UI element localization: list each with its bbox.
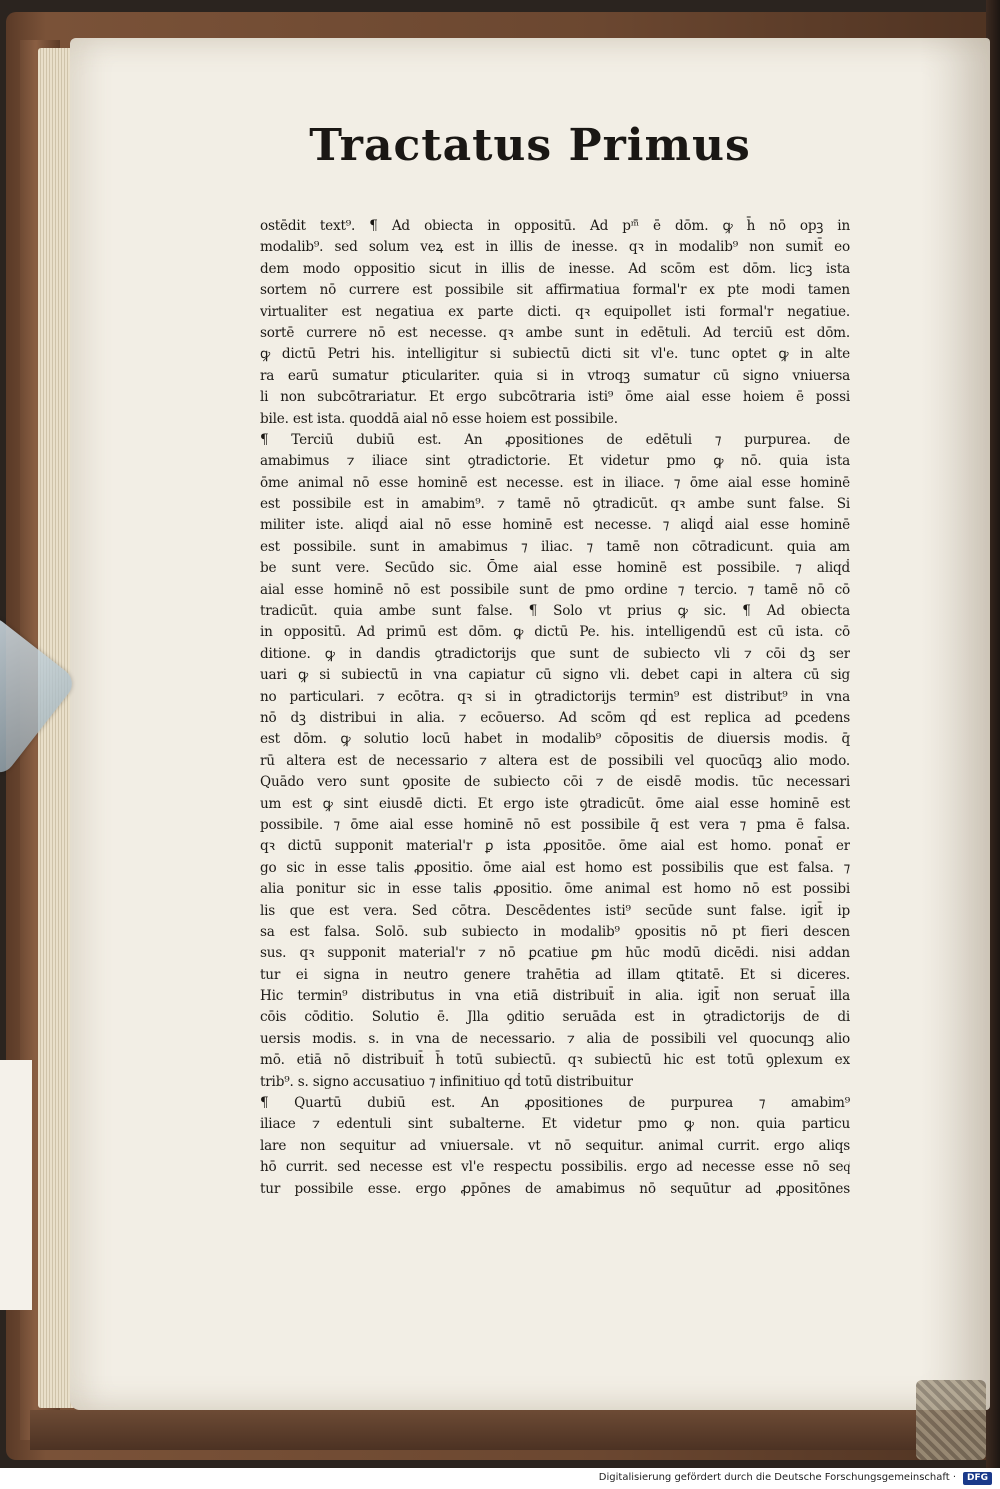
dfg-logo: DFG xyxy=(963,1472,992,1485)
cloth-ribbon xyxy=(916,1380,986,1460)
text-line: est possibile. sunt in amabimus ⁊ iliac. ⁊ tamē non cōtradicunt. quia am xyxy=(260,538,850,555)
text-line: uari ꝙ si subiectū in vna capiatur cū signo vli. debet capi in altera cū sig xyxy=(260,667,850,684)
text-line: militer iste. aliqḋ aial nō esse hominē est necesse. ⁊ aliqḋ aial esse hominē xyxy=(260,517,850,534)
text-line: tur possibile esse. ergo ꝓpōnes de amabimus nō sequūtur ad ꝓpositōnes xyxy=(260,1180,850,1197)
body-text xyxy=(260,216,850,1200)
text-line: possibile. ⁊ ōme aial esse hominē nō est possibile q̄ est vera ⁊ pma ē falsa. xyxy=(260,816,850,833)
text-line: cōis cōditio. Solutio ē. Jlla ꝯditio seruāda est in ꝯtradictorijs de di xyxy=(260,1009,850,1026)
text-line: tradicūt. quia ambe sunt false. ¶ Solo vt prius ꝙ sic. ¶ Ad obiecta xyxy=(260,603,850,620)
printed-page xyxy=(70,38,990,1410)
text-line: nō dꝫ distribui in alia. ⁊ ecōuerso. Ad scōm qḋ est replica ad ꝑcedens xyxy=(260,709,850,726)
text-line: modalib⁹. sed solum veꝝ est in illis de inesse. qꝛ in modalib⁹ non sumit̄ eo xyxy=(260,239,850,256)
text-line: est dōm. ꝙ solutio locū habet in modalib⁹ cōpositis de diuersis modis. q̄ xyxy=(260,731,850,748)
digitization-credit: Digitalisierung gefördert durch die Deutsche Forschungsgemeinschaft · xyxy=(598,1472,956,1483)
text-line: ¶ Quartū dubiū est. An ꝓpositiones de purpurea ⁊ amabim⁹ xyxy=(260,1095,850,1112)
text-line: sortē currere nō est necesse. qꝛ ambe sunt in edētuli. Ad terciū est dōm. xyxy=(260,324,850,341)
text-line: iliace ⁊ edentuli sint subalterne. Et videtur pmo ꝙ non. quia particu xyxy=(260,1116,850,1133)
text-line: lare non sequitur ad vniuersale. vt nō sequitur. animal currit. ergo aliqs xyxy=(260,1137,850,1154)
text-line: amabimus ⁊ iliace sint ꝯtradictorie. Et videtur pmo ꝙ nō. quia ista xyxy=(260,453,850,470)
text-line: ostēdit text⁹. ¶ Ad obiecta in oppositū. Ad pᵐ̄ ē dōm. ꝙ h̄ nō opꝫ in xyxy=(260,218,850,234)
text-line: ra earū sumatur ꝑticulariter. quia si in vtroqꝫ sumatur cū signo vniuersa xyxy=(260,367,850,384)
text-line: sortem nō currere est possibile sit affirmatiua formal'r ex pte modi tamen xyxy=(260,282,850,299)
side-label xyxy=(0,1060,32,1310)
text-line: mō. etiā nō distribuit̄ h̄ totū subiectū. qꝛ subiectū hic est totū ꝯplexum ex xyxy=(260,1052,850,1069)
text-line: ꝙ dictū Petri his. intelligitur si subiectū dicti sit vl'e. tunc optet ꝙ in alte xyxy=(260,346,850,363)
text-line: virtualiter est negatiua ex parte dicti. qꝛ equipollet isti formal'r negatiue. xyxy=(260,303,850,320)
page-shadow xyxy=(920,38,990,1410)
page-heading: Tractatus Primus xyxy=(309,120,751,171)
text-line: alia ponitur sic in esse talis ꝓpositio. ōme animal est homo nō est possibi xyxy=(260,881,850,898)
text-line: ¶ Terciū dubiū est. An ꝓpositiones de edētuli ⁊ purpurea. de xyxy=(260,431,850,448)
text-line: est possibile est in amabim⁹. ⁊ tamē nō ꝯtradicūt. qꝛ ambe sunt false. Si xyxy=(260,496,850,513)
text-line: sa est falsa. Solō. sub subiecto in modalib⁹ ꝯpositis nō pt fieri descen xyxy=(260,923,850,940)
text-line: no particulari. ⁊ ecōtra. qꝛ si in ꝯtradictorijs termin⁹ est distribut⁹ in vna xyxy=(260,688,850,705)
text-line: sus. qꝛ supponit material'r ⁊ nō ꝑcatiue ꝑm hūc modū dicēdi. nisi addan xyxy=(260,945,850,962)
text-line: trib⁹. s. signo accusatiuo ⁊ infinitiuo qḋ totū distribuitur xyxy=(260,1073,633,1090)
text-line: bile. est ista. quoddā aial nō esse hoiem est possibile. xyxy=(260,410,618,427)
text-line: lis que est vera. Sed cōtra. Descēdentes isti⁹ secūde sunt false. igit̄ ip xyxy=(260,902,850,919)
text-line: Quādo vero sunt ꝯposite de subiecto cōi ⁊ de eisdē modis. tūc necessari xyxy=(260,774,850,791)
binding-bottom xyxy=(30,1410,960,1450)
text-line: uersis modis. s. in vna de necessario. ⁊ alia de possibili vel quocunqꝫ alio xyxy=(260,1030,850,1047)
text-line: dem modo oppositio sicut in illis de inesse. Ad scōm est dōm. licꝫ ista xyxy=(260,260,850,277)
text-line: li non subcōtrariatur. Et ergo subcōtraria isti⁹ ōme aial esse hoiem ē possi xyxy=(260,389,850,406)
text-line: hō currit. sed necesse est vl'e respectu possibilis. ergo ad necesse esse nō seqͥ xyxy=(260,1159,850,1176)
text-line: Hic termin⁹ distributus in vna etiā distribuit̄ in alia. igit̄ non seruat̄ illa xyxy=(260,988,850,1005)
text-line: qꝛ dictū supponit material'r ꝑ ista ꝓpositōe. ōme aial est homo. ponat̄ er xyxy=(260,838,850,855)
text-line: rū altera est de necessario ⁊ altera est de possibili vel quocūqꝫ alio modo. xyxy=(260,752,850,769)
text-line: tur ei signa in neutro genere trahētia ad illam ꝗtitatē. Et si diceres. xyxy=(260,966,850,983)
text-line: in oppositū. Ad primū est dōm. ꝙ dictū Pe. his. intelligendū est cū ista. cō xyxy=(260,624,850,641)
text-line: ditione. ꝙ in dandis ꝯtradictorijs que sunt de subiecto vli ⁊ cōi dꝫ ser xyxy=(260,645,850,662)
text-line: be sunt vere. Secūdo sic. Ōme aial esse hominē est possibile. ⁊ aliqḋ xyxy=(260,560,850,577)
text-line: go sic in esse talis ꝓpositio. ōme aial est homo est possibilis que est falsa. ⁊ xyxy=(260,859,850,876)
text-line: ōme animal nō esse hominē est necesse. est in iliace. ⁊ ōme aial esse hominē xyxy=(260,474,850,491)
text-line: aial esse hominē nō est possibile sunt de pmo ordine ⁊ tercio. ⁊ tamē nō cō xyxy=(260,581,850,598)
text-line: um est ꝙ sint eiusdē dicti. Et ergo iste ꝯtradicūt. ōme aial esse hominē est xyxy=(260,795,850,812)
